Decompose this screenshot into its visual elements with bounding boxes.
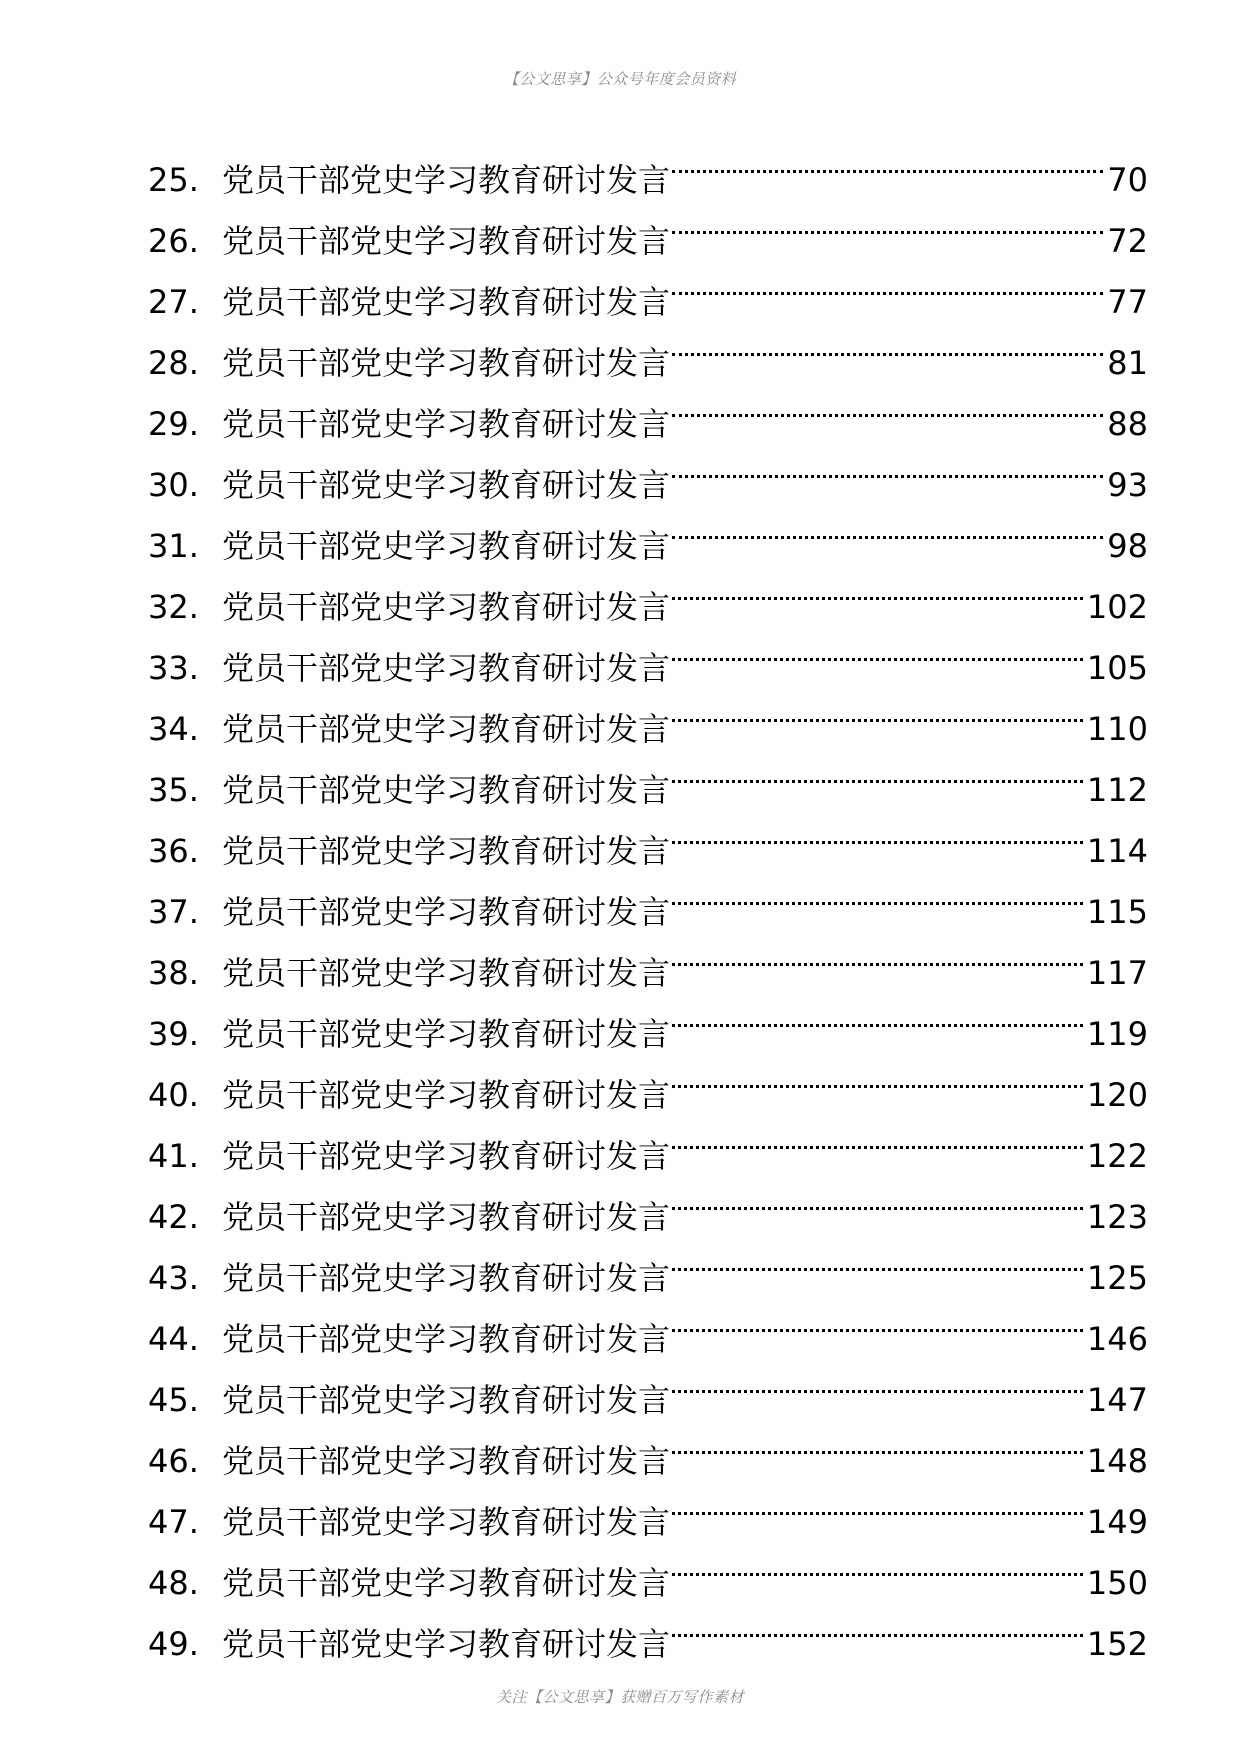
toc-entry-page-number: 119 <box>1086 1015 1148 1053</box>
toc-entry-title: 党员干部党史学习教育研讨发言 <box>222 1076 671 1114</box>
toc-entry-page-number: 123 <box>1086 1198 1148 1236</box>
toc-entry-page-number: 93 <box>1107 466 1148 504</box>
toc-dot-leader <box>672 252 1103 313</box>
toc-entry-title: 党员干部党史学习教育研讨发言 <box>222 466 671 504</box>
toc-entry-number: 37. <box>148 893 199 931</box>
toc-entry-page-number: 70 <box>1107 161 1148 199</box>
page-header: 【公文思享】公众号年度会员资料 <box>503 70 737 88</box>
toc-entry-page-number: 114 <box>1086 832 1148 870</box>
toc-entry-page-number: 77 <box>1107 283 1148 321</box>
toc-dot-leader <box>672 435 1103 496</box>
toc-entry-page-number: 148 <box>1086 1442 1148 1480</box>
toc-dot-leader <box>672 801 1083 862</box>
toc-entry-page-number: 122 <box>1086 1137 1148 1175</box>
toc-entry-title: 党员干部党史学习教育研讨发言 <box>222 893 671 931</box>
toc-entry-number: 46. <box>148 1442 199 1480</box>
toc-entry-page-number: 120 <box>1086 1076 1148 1114</box>
toc-entry-title: 党员干部党史学习教育研讨发言 <box>222 649 671 687</box>
toc-entry[interactable] <box>148 130 1148 199</box>
toc-entry-page-number: 150 <box>1086 1564 1148 1602</box>
toc-entry-number: 31. <box>148 527 199 565</box>
toc-entry-number: 29. <box>148 405 199 443</box>
toc-entry-number: 48. <box>148 1564 199 1602</box>
toc-entry-page-number: 81 <box>1107 344 1148 382</box>
toc-entry-number: 47. <box>148 1503 199 1541</box>
toc-entry-title: 党员干部党史学习教育研讨发言 <box>222 527 671 565</box>
toc-dot-leader <box>672 496 1103 557</box>
toc-entry-title: 党员干部党史学习教育研讨发言 <box>222 1564 671 1602</box>
page-footer: 关注【公文思享】获赠百万写作素材 <box>495 1688 744 1706</box>
toc-entry-number: 41. <box>148 1137 199 1175</box>
toc-entry-number: 45. <box>148 1381 199 1419</box>
toc-dot-leader <box>672 984 1083 1045</box>
toc-dot-leader <box>672 130 1103 191</box>
toc-entry-title: 党员干部党史学习教育研讨发言 <box>222 344 671 382</box>
toc-entry-title: 党员干部党史学习教育研讨发言 <box>222 1320 671 1358</box>
toc-entry-page-number: 125 <box>1086 1259 1148 1297</box>
toc-entry-title: 党员干部党史学习教育研讨发言 <box>222 588 671 626</box>
toc-entry-page-number: 98 <box>1107 527 1148 565</box>
toc-entry-number: 32. <box>148 588 199 626</box>
toc-dot-leader <box>672 1228 1083 1289</box>
toc-dot-leader <box>672 1167 1083 1228</box>
toc-entry-number: 34. <box>148 710 199 748</box>
toc-entry-title: 党员干部党史学习教育研讨发言 <box>222 161 671 199</box>
toc-entry-number: 35. <box>148 771 199 809</box>
toc-entry-page-number: 88 <box>1107 405 1148 443</box>
toc-entry-number: 25. <box>148 161 199 199</box>
toc-dot-leader <box>672 1594 1083 1655</box>
toc-entry-title: 党员干部党史学习教育研讨发言 <box>222 222 671 260</box>
toc-dot-leader <box>672 1533 1083 1594</box>
toc-dot-leader <box>672 1289 1083 1350</box>
toc-entry-title: 党员干部党史学习教育研讨发言 <box>222 1625 671 1663</box>
toc-entry-number: 33. <box>148 649 199 687</box>
toc-entry-title: 党员干部党史学习教育研讨发言 <box>222 954 671 992</box>
toc-entry-page-number: 112 <box>1086 771 1148 809</box>
toc-entry-page-number: 115 <box>1086 893 1148 931</box>
toc-dot-leader <box>672 923 1083 984</box>
toc-dot-leader <box>672 557 1083 618</box>
toc-entry-title: 党员干部党史学习教育研讨发言 <box>222 710 671 748</box>
toc-entry-number: 28. <box>148 344 199 382</box>
toc-entry-number: 36. <box>148 832 199 870</box>
toc-entry-page-number: 149 <box>1086 1503 1148 1541</box>
toc-entry-title: 党员干部党史学习教育研讨发言 <box>222 771 671 809</box>
toc-entry-number: 38. <box>148 954 199 992</box>
toc-entry-page-number: 72 <box>1107 222 1148 260</box>
toc-entry-title: 党员干部党史学习教育研讨发言 <box>222 283 671 321</box>
toc-entry-title: 党员干部党史学习教育研讨发言 <box>222 1137 671 1175</box>
toc-entry-number: 43. <box>148 1259 199 1297</box>
toc-dot-leader <box>672 618 1083 679</box>
toc-entry-page-number: 102 <box>1086 588 1148 626</box>
toc-dot-leader <box>672 862 1083 923</box>
toc-entry-number: 44. <box>148 1320 199 1358</box>
toc-dot-leader <box>672 1411 1083 1472</box>
toc-entry-number: 42. <box>148 1198 199 1236</box>
toc-entry-number: 40. <box>148 1076 199 1114</box>
toc-entry-title: 党员干部党史学习教育研讨发言 <box>222 1381 671 1419</box>
toc-dot-leader <box>672 374 1103 435</box>
toc-entry-title: 党员干部党史学习教育研讨发言 <box>222 832 671 870</box>
toc-entry-title: 党员干部党史学习教育研讨发言 <box>222 405 671 443</box>
toc-entry-title: 党员干部党史学习教育研讨发言 <box>222 1442 671 1480</box>
toc-entry-page-number: 110 <box>1086 710 1148 748</box>
toc-dot-leader <box>672 1106 1083 1167</box>
toc-entry-number: 39. <box>148 1015 199 1053</box>
toc-entry-number: 30. <box>148 466 199 504</box>
toc-entry-page-number: 147 <box>1086 1381 1148 1419</box>
toc-entry-title: 党员干部党史学习教育研讨发言 <box>222 1198 671 1236</box>
table-of-contents <box>148 130 1148 1663</box>
toc-dot-leader <box>672 1045 1083 1106</box>
toc-entry-page-number: 105 <box>1086 649 1148 687</box>
toc-dot-leader <box>672 1350 1083 1411</box>
toc-entry-page-number: 117 <box>1086 954 1148 992</box>
toc-entry-title: 党员干部党史学习教育研讨发言 <box>222 1015 671 1053</box>
toc-entry-number: 27. <box>148 283 199 321</box>
toc-entry-number: 49. <box>148 1625 199 1663</box>
toc-dot-leader <box>672 1472 1083 1533</box>
toc-dot-leader <box>672 313 1103 374</box>
toc-entry-title: 党员干部党史学习教育研讨发言 <box>222 1259 671 1297</box>
toc-entry-number: 26. <box>148 222 199 260</box>
toc-dot-leader <box>672 191 1103 252</box>
toc-entry-page-number: 146 <box>1086 1320 1148 1358</box>
toc-entry-page-number: 152 <box>1086 1625 1148 1663</box>
toc-dot-leader <box>672 679 1083 740</box>
toc-entry-title: 党员干部党史学习教育研讨发言 <box>222 1503 671 1541</box>
toc-dot-leader <box>672 740 1083 801</box>
